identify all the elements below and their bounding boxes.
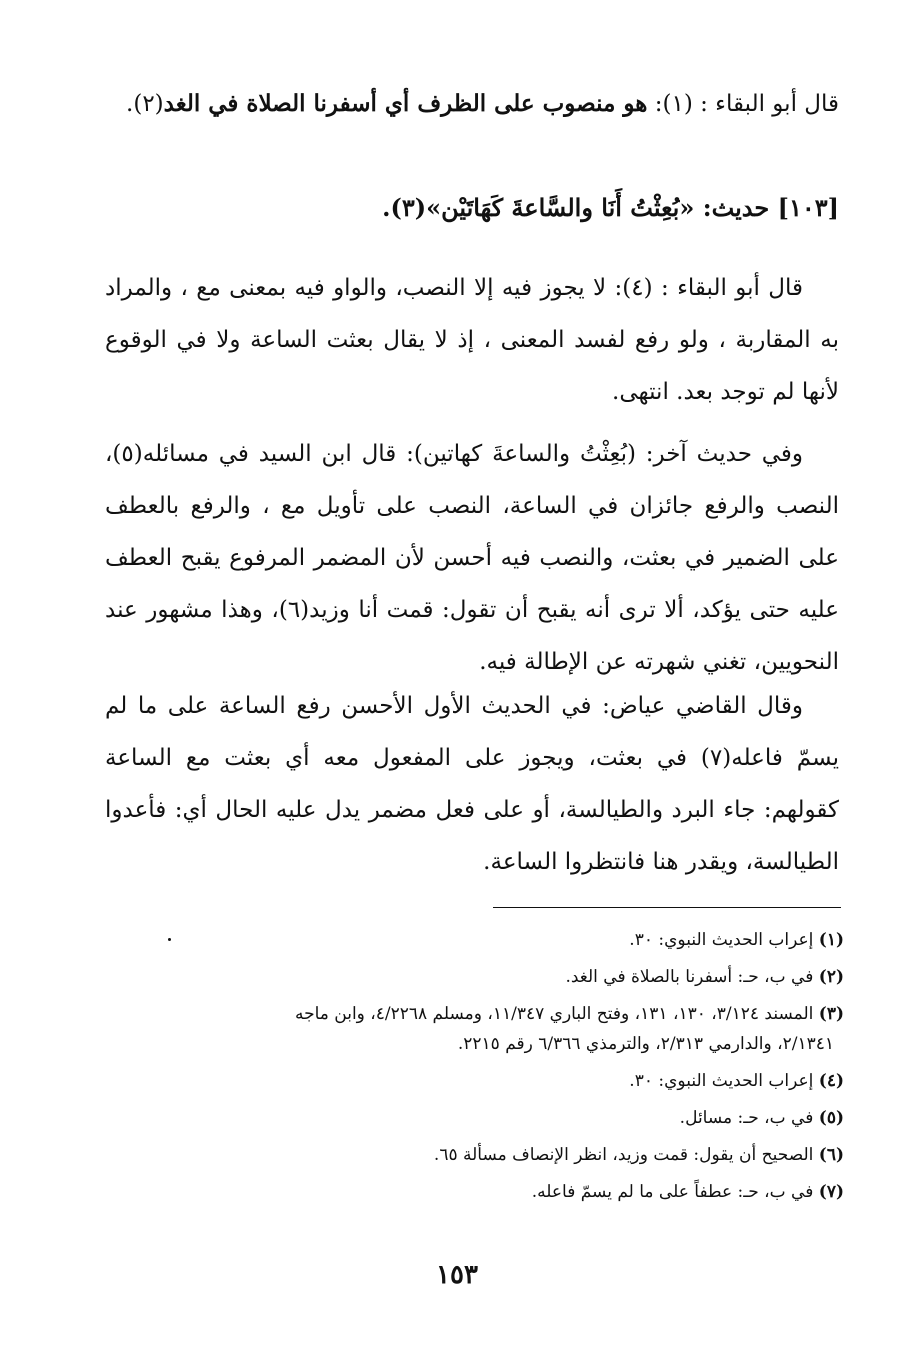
- footnote-text: في ب، حـ: عطفاً على ما لم يسمّ فاعله.: [531, 1182, 814, 1202]
- footnote-text: في ب، حـ: أسفرنا بالصلاة في الغد.: [565, 967, 814, 987]
- paragraph-text: هو منصوب على الظرف أي أسفرنا الصلاة في الغد: [163, 90, 648, 117]
- footnote-text: إعراب الحديث النبوي: ٣٠.: [629, 930, 814, 950]
- footnote-text: المسند ٣/١٢٤، ١٣٠، ١٣١، وفتح الباري ١١/٣٤٧، ومسلم ٤/٢٢٦٨، وابن ماجه: [294, 1004, 814, 1024]
- paragraph-text: وقال القاضي عياض: في الحديث الأول الأحسن رفع الساعة على ما لم يسمّ فاعله: [105, 693, 840, 771]
- paragraph-qadi-iyad: [105, 680, 839, 888]
- paragraph-text: وفي حديث آخر: (بُعِثْتُ والساعةَ كهاتين): قال ابن السيد في مسائله: [142, 441, 803, 467]
- footnote-3: [120, 999, 844, 1059]
- speaker-label: قال أبو البقاء :: [700, 91, 839, 117]
- hadith-heading: [105, 193, 839, 222]
- page-number: ١٥٣: [436, 1260, 478, 1290]
- footnote-text-continued: ٢/١٣٤١، والدارمي ٢/٣١٣، والترمذي ٦/٣٦٦ رقم ٢٢١٥.: [457, 1034, 834, 1054]
- paragraph-text: في بعثت، ويجوز على المفعول معه أي بعثت مع الساعة كقولهم: جاء البرد والطيالسة، أو على فعل مضمر يدل عليه الحال أي: فأعدوا الطيالسة، ويقدر هنا فانتظروا الساعة.: [105, 745, 839, 875]
- footnote-ref: (٤):: [614, 275, 653, 301]
- footnote-ref: (٥)،: [105, 441, 143, 467]
- footnote-number: (١): [818, 930, 844, 950]
- footnote-number: (٥): [818, 1108, 844, 1128]
- footnote-ref: (٢).: [126, 91, 164, 117]
- hadith-text: «بُعِثْتُ أَنَا والسَّاعةَ كَهَاتَيْن»: [426, 193, 695, 222]
- footnote-ref: (٧): [700, 745, 732, 771]
- footnote-text: في ب، حـ: مسائل.: [679, 1108, 814, 1128]
- footnote-ref: (٦)،: [271, 597, 310, 623]
- footnote-text: الصحيح أن يقول: قمت وزيد، انظر الإنصاف مسألة ٦٥.: [433, 1145, 814, 1165]
- footnote-1: [120, 925, 844, 955]
- footnotes: [120, 925, 844, 1214]
- footnote-5: [120, 1103, 844, 1133]
- paragraph-abu-baqa-1: [105, 78, 839, 130]
- footnote-number: (٦): [818, 1145, 844, 1165]
- footnote-number: (٣): [818, 1004, 844, 1024]
- footnote-2: [120, 962, 844, 992]
- footnote-divider: [493, 907, 841, 908]
- paragraph-ibn-sayyid: [105, 428, 839, 688]
- footnote-number: (٤): [818, 1071, 844, 1091]
- footnote-ref: (١):: [654, 91, 693, 117]
- paragraph-text: النصب والرفع جائزان في الساعة، النصب على تأويل مع ، والرفع بالعطف على الضمير في بعثت، والنصب فيه أحسن لأن المضمر المرفوع يقبح العطف عليه حتى يؤكد، ألا ترى أنه يقبح أن تقول: قمت أنا وزيد: [105, 493, 839, 623]
- footnote-4: [120, 1066, 844, 1096]
- speaker-label: قال أبو البقاء :: [660, 275, 803, 301]
- footnote-7: [120, 1177, 844, 1207]
- paragraph-text: لا يجوز فيه إلا النصب، والواو فيه بمعنى مع ، والمراد به المقاربة ، ولو رفع لفسد المعنى ، إذ لا يقال بعثت الساعة ولا في الوقوع لأنها لم توجد بعد. انتهى.: [105, 275, 839, 405]
- footnote-number: (٧): [818, 1182, 844, 1202]
- paragraph-text: وهذا مشهور عند النحويين، تغني شهرته عن الإطالة فيه.: [105, 597, 839, 675]
- footnote-number: (٢): [818, 967, 844, 987]
- paragraph-abu-baqa-2: [105, 262, 839, 418]
- hadith-label: حديث:: [702, 193, 770, 222]
- hadith-number: [١٠٣]: [777, 193, 839, 222]
- footnote-ref: (٣).: [382, 193, 427, 222]
- footnote-6: [120, 1140, 844, 1170]
- footnote-text: إعراب الحديث النبوي: ٣٠.: [629, 1071, 814, 1091]
